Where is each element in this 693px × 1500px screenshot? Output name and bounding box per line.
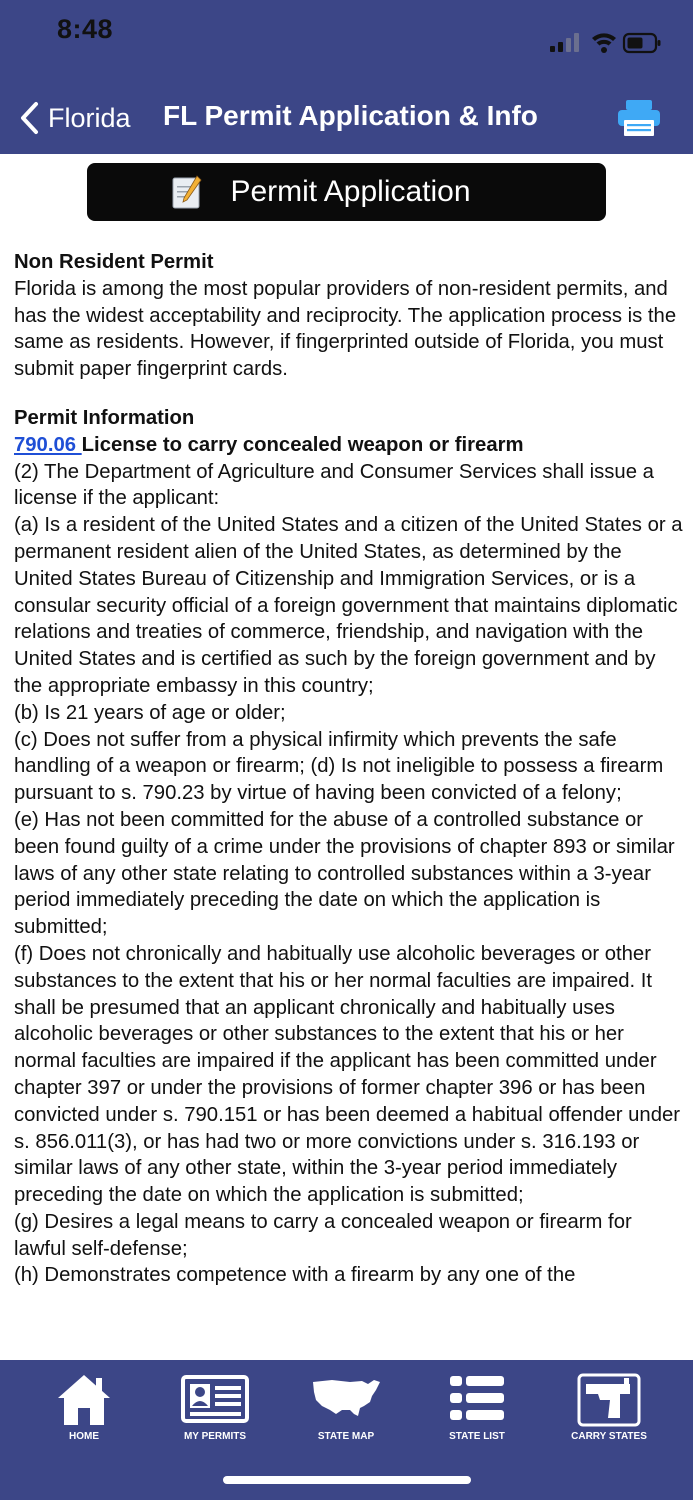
permit-application-label: Permit Application [230, 175, 471, 208]
statute-paragraph: (g) Desires a legal means to carry a concealed weapon or firearm for lawful self-defense; [14, 1210, 632, 1260]
tab-label: MY PERMITS [183, 1431, 247, 1442]
tab-state-map[interactable] [291, 1372, 401, 1444]
back-label: Florida [48, 102, 131, 133]
nonresident-body: Florida is among the most popular providers of non-resident permits, and has the widest acceptability and reciprocity. The application process is the same as residents. However, if fingerprinted outside of Florida, you must submit paper fingerprint cards. [14, 277, 677, 381]
statute-paragraph: (f) Does not chronically and habitually use alcoholic beverages or other substances to the extent that his or her normal faculties are impaired. It shall be presumed that an applicant chronically and habitually uses alcoholic beverages or other substances to the extent that his or her normal faculties are impaired if the applicant has been committed under chapter 397 or under the provisions of former chapter 396 or has been convicted under s. 790.151 or has been deemed a habitual offender under s. 856.011(3), or has had two or more convictions under s. 316.193 or similar laws of any other state, within the 3-year period immediately preceding the date on which the application is submitted; [14, 942, 681, 1207]
cellular-signal-icon [550, 33, 579, 52]
tab-state-list[interactable] [422, 1372, 532, 1444]
chevron-left-icon [18, 101, 40, 135]
wifi-icon [592, 33, 616, 53]
statute-paragraph: (e) Has not been committed for the abuse of a controlled substance or been found guilty of a crime under the provisions of chapter 893 or similar laws of any other state relating to controlled substances within a 3-year period immediately preceding the date on which the application is submitted; [14, 808, 675, 939]
statute-paragraph: (c) Does not suffer from a physical infirmity which prevents the safe handling of a weapon or firearm; (d) Is not ineligible to possess a firearm pursuant to s. 790.23 by virtue of having been convicted of a felony; [14, 728, 664, 805]
statute-paragraph: (h) Demonstrates competence with a firearm by any one of the [14, 1264, 576, 1287]
back-button[interactable] [18, 98, 131, 138]
header [0, 0, 693, 154]
tab-carry-states[interactable] [554, 1372, 664, 1444]
list-icon [447, 1372, 507, 1426]
tab-label: STATE LIST [449, 1431, 505, 1442]
statute-link[interactable]: 790.06 [14, 433, 82, 456]
tab-label: HOME [69, 1431, 99, 1442]
statute-line [14, 432, 684, 459]
home-indicator[interactable] [223, 1476, 471, 1484]
id-card-icon [180, 1372, 250, 1424]
permit-application-button[interactable] [87, 163, 606, 221]
usa-map-icon [310, 1372, 382, 1424]
spacer [14, 383, 684, 405]
statute-paragraph: (a) Is a resident of the United States and a citizen of the United States or a permanent resident alien of the United States, as determined by the United States Bureau of Citizenship and Immigration Services, or is a consular security official of a foreign government that maintains diplomatic relations and treaties of commerce, friendship, and navigation with the United States and is certified as such by the foreign government and by the appropriate embassy in this country; [14, 514, 683, 697]
notepad-icon [171, 174, 203, 210]
statute-paragraph: (b) Is 21 years of age or older; [14, 701, 286, 724]
pistol-icon [576, 1372, 642, 1428]
tab-label: STATE MAP [317, 1431, 375, 1442]
permit-info-heading: Permit Information [14, 406, 195, 429]
tab-home[interactable] [29, 1372, 139, 1444]
printer-icon[interactable] [616, 98, 662, 138]
home-icon [54, 1372, 114, 1428]
tab-label: CARRY STATES [571, 1431, 647, 1442]
statute-title: License to carry concealed weapon or firearm [81, 433, 524, 456]
status-icons [548, 30, 663, 56]
statute-paragraph: (2) The Department of Agriculture and Consumer Services shall issue a license if the applicant: [14, 460, 654, 510]
nav-bar [0, 92, 693, 144]
content-area[interactable] [14, 249, 684, 1359]
tab-my-permits[interactable] [160, 1372, 270, 1444]
nonresident-heading: Non Resident Permit [14, 251, 214, 273]
battery-icon [624, 34, 661, 52]
status-time: 8:48 [57, 14, 114, 44]
page-title: FL Permit Application & Info [163, 100, 538, 131]
